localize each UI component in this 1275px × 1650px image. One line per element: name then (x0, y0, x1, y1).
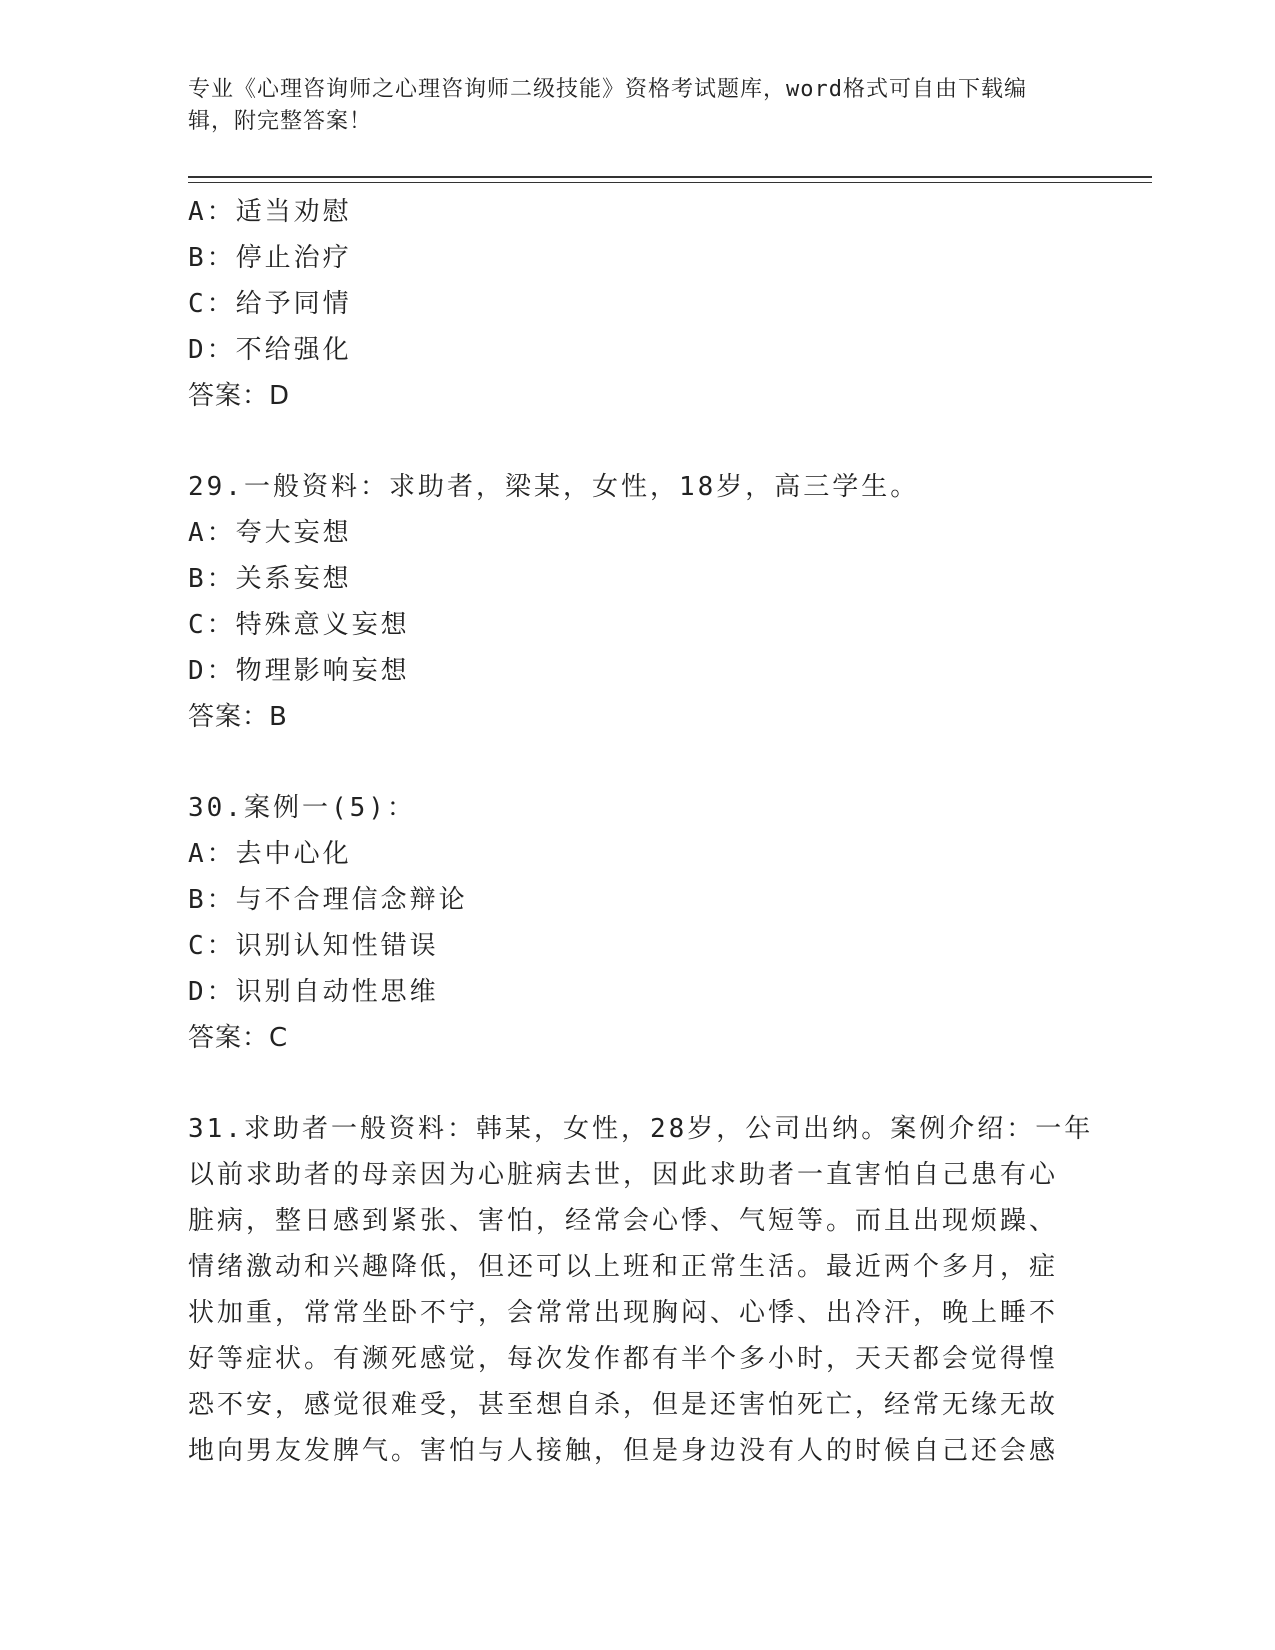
block-spacer (188, 1061, 1088, 1106)
question-31-line: 脏病，整日感到紧张、害怕，经常会心悸、气短等。而且出现烦躁、 (188, 1206, 1059, 1236)
question-31-line: 地向男友发脾气。害怕与人接触，但是身边没有人的时候自己还会感 (188, 1436, 1059, 1466)
block-spacer (188, 740, 1088, 785)
header-rule-thick (188, 176, 1152, 178)
block-spacer (188, 419, 1088, 464)
question-text: 29.一般资料：求助者，梁某，女性，18岁，高三学生。 (188, 472, 920, 502)
option-a: A：适当劝慰 (188, 197, 352, 227)
question-31-line: 情绪激动和兴趣降低，但还可以上班和正常生活。最近两个多月，症 (188, 1252, 1059, 1282)
option-a: A：去中心化 (188, 839, 352, 869)
option-d: D：物理影响妄想 (188, 656, 410, 686)
question-block-28 (188, 189, 1088, 419)
answer-line: 答案：B (188, 702, 288, 732)
answer-line: 答案：D (188, 381, 291, 411)
option-c: C：给予同情 (188, 289, 352, 319)
question-block-30 (188, 785, 1088, 1061)
question-31-line: 31.求助者一般资料：韩某，女性，28岁，公司出纳。案例介绍：一年 (188, 1114, 1094, 1144)
option-d: D：识别自动性思维 (188, 977, 439, 1007)
question-31-line: 以前求助者的母亲因为心脏病去世，因此求助者一直害怕自己患有心 (188, 1160, 1059, 1190)
option-a: A：夸大妄想 (188, 518, 352, 548)
question-31-line: 恐不安，感觉很难受，甚至想自杀，但是还害怕死亡，经常无缘无故 (188, 1390, 1059, 1420)
option-c: C：特殊意义妄想 (188, 610, 410, 640)
question-block-29 (188, 464, 1088, 740)
option-b: B：停止治疗 (188, 243, 352, 273)
option-b: B：与不合理信念辩论 (188, 885, 468, 915)
question-31-line: 好等症状。有濒死感觉，每次发作都有半个多小时，天天都会觉得惶 (188, 1344, 1059, 1374)
option-c: C：识别认知性错误 (188, 931, 439, 961)
answer-line: 答案：C (188, 1023, 289, 1053)
header-rule-thin (188, 182, 1152, 183)
page-header: 专业《心理咨询师之心理咨询师二级技能》资格考试题库，word格式可自由下载编辑，附完整答案！ (188, 77, 1027, 134)
question-31-line: 状加重，常常坐卧不宁，会常常出现胸闷、心悸、出冷汗，晚上睡不 (188, 1298, 1059, 1328)
option-b: B：关系妄想 (188, 564, 352, 594)
question-block-31 (188, 1106, 1094, 1474)
question-text: 30.案例一(5)： (188, 793, 416, 823)
option-d: D：不给强化 (188, 335, 352, 365)
document-body (188, 189, 1094, 1474)
